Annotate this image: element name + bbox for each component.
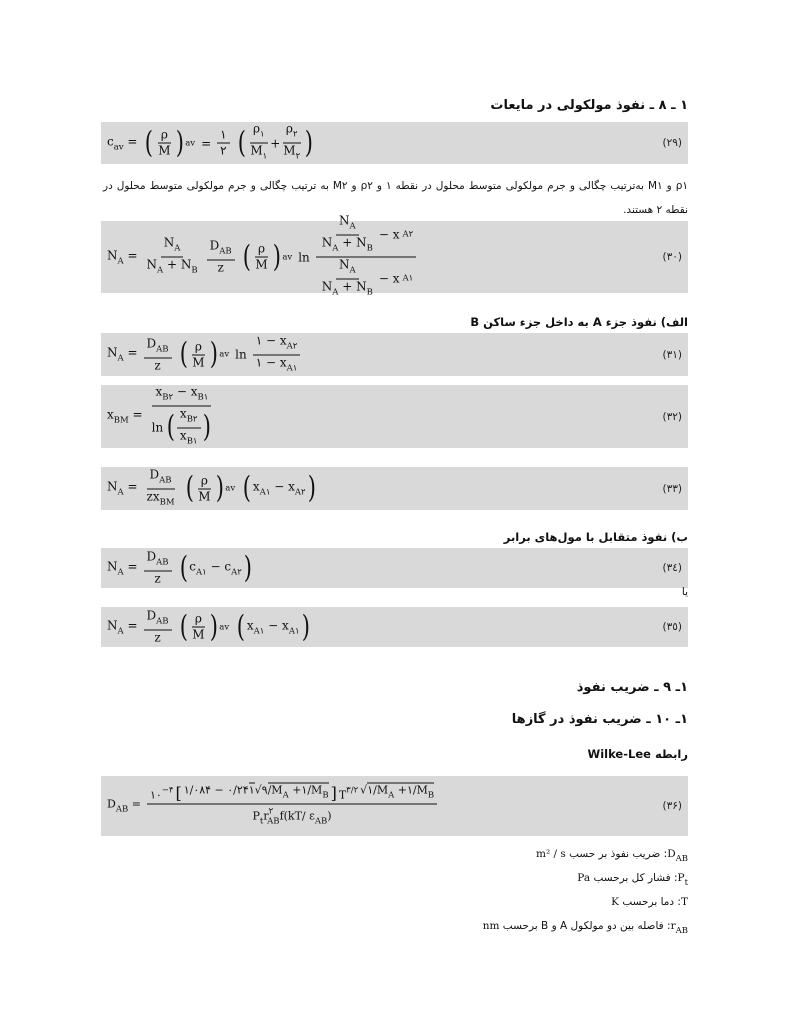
equation-number-30: (٣٠) <box>662 251 682 263</box>
section-heading-1-10: ١ـ ١٠ ـ ضریب نفوذ در گازها <box>511 712 688 727</box>
equation-number-32: (٣٢) <box>662 410 682 423</box>
equation-36-formula: $D_{AB}$ = $١٠^{-۴}$ [ ١/٠٨۴ − $٠/٢۴٩√١/M_A$ $+١/M_B$ ] $T^{٣/٢}$ $√١/M_A$ $+١/M_B$ $P_tr^٢_{AB}f(kT/$ $\varepsilon_{AB}$) <box>107 783 437 830</box>
section-heading-1-9: ١ـ ٩ ـ ضریب نفوذ <box>576 680 688 695</box>
equation-31 <box>101 333 688 376</box>
equation-31-formula: $N_A$ = $\frac{D_{AB}}{z}$ ( $\frac{\rho}{M}$ ) av ln $\frac{١ - x_{A٢}}{١ - x_{A١}}$ <box>107 333 300 376</box>
equation-29-formula: $c_{av}$ = ( $\frac{\rho}{M}$ ) av = $\frac{١}{٢}$ ( $\frac{\rho_١}{M_١}$ + $\frac{\rho_٢}{M_٢}$ ) <box>107 121 314 162</box>
equation-number-29: (٢٩) <box>662 137 682 149</box>
equation-36 <box>101 776 688 836</box>
legend-dab: $D_{AB}$: ضریب نفوذ بر حسب m² / s <box>536 848 688 864</box>
equation-32-formula: $x_{BM}$ = $x_{B٢} - x_{B١}$ ln ( $\frac{x_{B٢}}{x_{B١}}$ ) <box>107 384 211 446</box>
equation-30-formula: $N_A$ = $\frac{N_A}{N_A + N_B}$ $\frac{D_{AB}}{z}$ ( $\frac{\rho}{M}$ ) av ln $\frac{N_A}{N_A + N_B}$ − x A٢ $\frac{N_A}{N_A + N_B}$ − x A١ <box>107 214 416 301</box>
section-heading-1-8: ١ ـ ٨ ـ نفوذ مولکولی در مایعات <box>490 98 688 113</box>
equation-number-31: (٣١) <box>662 348 682 361</box>
equation-34-formula: $N_A$ = $\frac{D_{AB}}{z}$ ( $c_{A١} - c_{A٢}$ ) <box>107 549 252 586</box>
wilke-lee-label: رابطه Wilke-Lee <box>587 747 688 761</box>
equation-29 <box>101 122 688 164</box>
subheading-be: ب) نفوذ متقابل با مول‌های برابر <box>503 530 688 544</box>
equation-30 <box>101 213 688 298</box>
equation-number-33: (٣٣) <box>662 482 682 495</box>
equation-35-formula: $N_A$ = $\frac{D_{AB}}{z}$ ( $\frac{\rho}{M}$ ) av ( $x_{A١} - x_{A١}$ ) <box>107 608 310 645</box>
equation-34 <box>101 548 688 588</box>
subheading-alef: الف) نفوذ جزء A به داخل جزء ساکن B <box>470 315 688 329</box>
equation-number-34: (٣٤) <box>662 562 682 574</box>
equation-33-formula: $N_A$ = $\frac{D_{AB}}{zx_{BM}}$ ( $\frac{\rho}{M}$ ) av ( $x_{A١} - x_{A٢}$ ) <box>107 467 316 507</box>
equation-32 <box>101 385 688 448</box>
legend-t: T: دما برحسب K <box>611 896 688 908</box>
equation-number-35: (٣٥) <box>662 621 682 633</box>
legend-pt: $P_t$: فشار کل برحسب Pa <box>577 872 688 888</box>
equation-35 <box>101 607 688 647</box>
ya-connector: یا <box>681 586 688 598</box>
equation-33 <box>101 467 688 510</box>
equation-number-36: (٣۶) <box>662 800 682 812</box>
legend-rab: $r_{AB}$: فاصله بین دو مولکول A و B برحسب nm <box>482 920 688 936</box>
paragraph-density-definitions: ρ١ و M١ به‌ترتیب چگالی و جرم مولکولی متوسط محلول در نقطه ١ و ρ٢ و M٢ به ترتیب چگالی و جرم مولکولی متوسط محلول در نقطه ٢ هستند. <box>103 180 689 216</box>
